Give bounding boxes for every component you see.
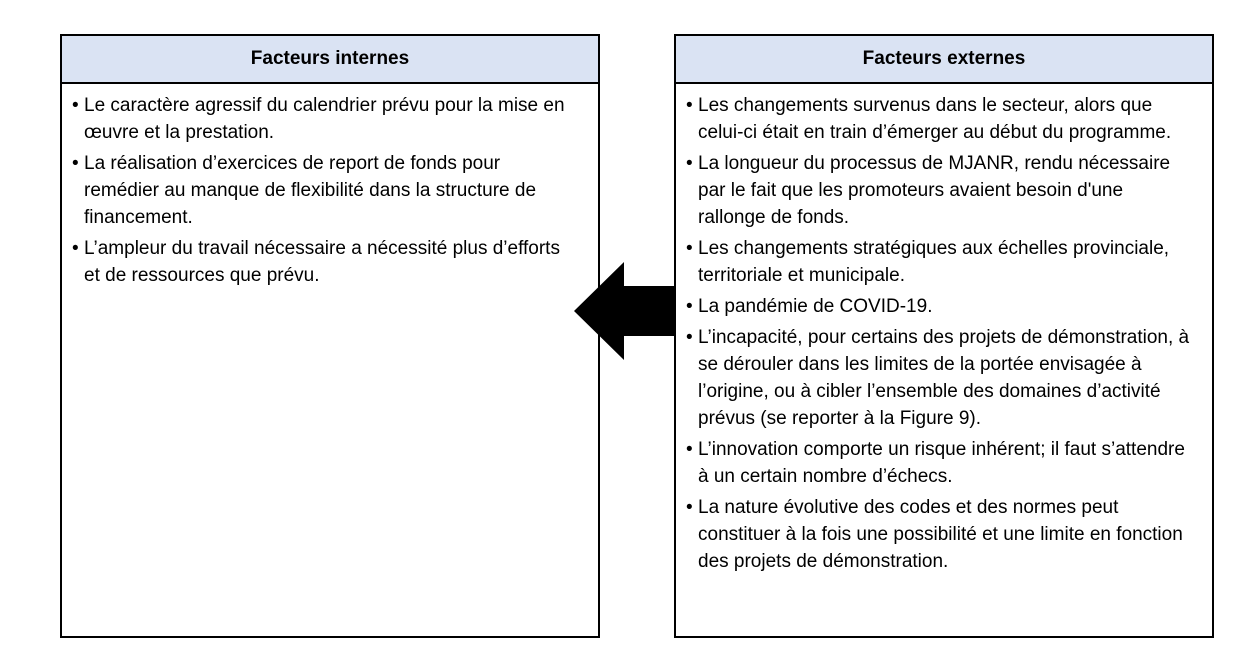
external-factors-body: [676, 84, 1212, 575]
external-factor-item: [686, 235, 1194, 289]
external-factors-list: [686, 92, 1194, 575]
external-factors-panel: [674, 34, 1214, 638]
external-factors-title: Facteurs externes: [862, 48, 1026, 69]
internal-factor-item: [72, 92, 580, 146]
internal-factor-text: L’ampleur du travail nécessaire a nécessité plus d’efforts et de ressources que prévu.: [84, 238, 560, 286]
bullet-icon: •: [686, 296, 693, 317]
internal-factors-header: [62, 36, 598, 84]
bullet-icon: •: [72, 238, 79, 259]
external-factor-item: [686, 436, 1194, 490]
external-factor-item: [686, 494, 1194, 575]
bullet-icon: •: [72, 153, 79, 174]
external-factor-text: La longueur du processus de MJANR, rendu nécessaire par le fait que les promoteurs avaient besoin d'une rallonge de fonds.: [698, 153, 1171, 228]
external-factors-header: [676, 36, 1212, 84]
arrow-left-icon: [574, 262, 676, 360]
external-factor-text: La nature évolutive des codes et des normes peut constituer à la fois une possibilité et une limite en fonction des projets de démonstration.: [698, 497, 1183, 572]
external-factor-text: Les changements stratégiques aux échelles provinciale, territoriale et municipale.: [698, 238, 1170, 286]
external-factor-item: [686, 92, 1194, 146]
bullet-icon: •: [686, 238, 693, 259]
bullet-icon: •: [686, 95, 693, 116]
internal-factor-item: [72, 150, 580, 231]
internal-factors-panel: [60, 34, 600, 638]
internal-factor-text: La réalisation d’exercices de report de fonds pour remédier au manque de flexibilité dans la structure de financement.: [84, 153, 537, 228]
external-factor-text: L’innovation comporte un risque inhérent; il faut s’attendre à un certain nombre d’échecs.: [698, 439, 1185, 487]
internal-factors-list: [72, 92, 580, 289]
bullet-icon: •: [72, 95, 79, 116]
internal-factor-text: Le caractère agressif du calendrier prévu pour la mise en œuvre et la prestation.: [84, 95, 565, 143]
bullet-icon: •: [686, 153, 693, 174]
internal-factors-title: Facteurs internes: [250, 48, 410, 69]
external-factor-item: [686, 293, 1194, 320]
bullet-icon: •: [686, 327, 693, 348]
bullet-icon: •: [686, 439, 693, 460]
external-factor-text: Les changements survenus dans le secteur, alors que celui-ci était en train d’émerger au début du programme.: [698, 95, 1172, 143]
external-factor-text: La pandémie de COVID-19.: [698, 296, 933, 317]
external-factor-item: [686, 324, 1194, 432]
internal-factors-body: [62, 84, 598, 289]
bullet-icon: •: [686, 497, 693, 518]
internal-factor-item: [72, 235, 580, 289]
arrow-shape: [574, 262, 676, 360]
external-factor-text: L’incapacité, pour certains des projets de démonstration, à se dérouler dans les limites de la portée envisagée à l’origine, ou à cibler l’ensemble des domaines d’activité prévus (se reporter à la Figure 9).: [698, 327, 1190, 429]
external-factor-item: [686, 150, 1194, 231]
